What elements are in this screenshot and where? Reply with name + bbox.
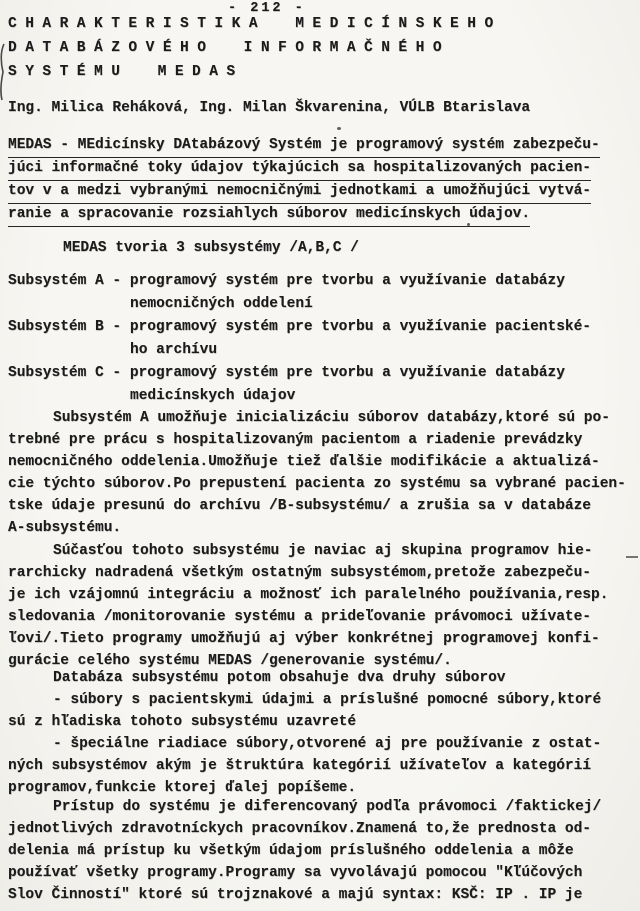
paragraph-line: Slov Činností" ktoré sú trojznakové a majú syntax: KSČ: IP . IP je: [8, 887, 583, 903]
paragraph-line: Subsystém A umožňuje inicializáciu súborov databázy,ktoré sú po-: [53, 410, 610, 426]
subsystem-b-line-2: ho archívu: [130, 342, 218, 358]
abstract-line-1: [8, 136, 636, 159]
title-line-3: SYSTÉMU MEDAS: [8, 64, 244, 80]
bullet-line: - súbory s pacientskymi údajmi a príslušné pomocné súbory,ktoré: [53, 692, 602, 708]
bullet-line: - špeciálne riadiace súbory,otvorené aj pre používanie z ostat-: [53, 736, 602, 752]
paragraph-line: je ich vzájomnú integráciu a možnosť ich paralelného používania,resp.: [8, 587, 609, 603]
paragraph-database: [8, 667, 636, 799]
paragraph-line: jednotlivých zdravotníckych pracovníkov.Znamená to,že prednosta od-: [8, 821, 591, 837]
paragraph-line: tske údaje presunú do archívu /B-subsystému/ a zrušia sa v databáze: [8, 498, 591, 514]
abstract-line-4-text: ranie a spracovanie rozsiahlych súborov medicínskych údajov.: [8, 205, 530, 227]
scan-artifact-dot: [337, 127, 341, 130]
paragraph-integration: [8, 540, 636, 672]
paragraph-line: používať všetky programy.Programy sa vyvolávajú pomocou "Kľúčových: [8, 865, 583, 881]
paragraph-line: Prístup do systému je diferencovaný podľa právomoci /faktickej/: [53, 799, 602, 815]
paragraph-line: rarchicky nadradená všetkým ostatným subsystémom,pretože zabezpeču-: [8, 565, 591, 581]
subsystem-c-line-1: Subsystém C - programový systém pre tvorbu a využívanie databázy: [8, 365, 565, 381]
subsystem-a-line-2: nemocničných oddelení: [130, 296, 313, 312]
document-title: [8, 12, 636, 84]
paragraph-access: [8, 796, 636, 906]
abstract-line-2-text: júci informačné toky údajov týkajúcich sa hospitalizovaných pacien-: [8, 159, 591, 181]
abstract-line-2: [8, 159, 636, 182]
paragraph-line: programov,funkcie ktorej ďalej popíšeme.: [8, 780, 357, 796]
abstract-line-3: [8, 182, 636, 205]
margin-mark: [0, 42, 8, 102]
subsystem-a-line-1: Subsystém A - programový systém pre tvorbu a využívanie databázy: [8, 273, 565, 289]
abstract: [8, 136, 636, 228]
paragraph-line: sledovania /monitorovanie systému a prideľovanie právomoci užívate-: [8, 609, 591, 625]
subsystem-b-line-1: Subsystém B - programový systém pre tvorbu a využívanie pacientské-: [8, 319, 591, 335]
subsystems-intro: [8, 237, 636, 260]
paragraph-line: ných subsystémov akým je štruktúra kategórií užívateľov a kategórií: [8, 758, 591, 774]
authors-block: [8, 97, 636, 120]
paragraph-line: ľovi/.Tieto programy umožňujú aj výber konkrétnej programovej konfi-: [8, 631, 600, 647]
paragraph-line: nemocničného oddelenia.Umožňuje tiež ďalšie modifikácie a aktualizá-: [8, 454, 600, 470]
title-line-2: DATABÁZOVÉHO INFORMAČNÉHO: [8, 40, 451, 56]
authors-line: Ing. Milica Reháková, Ing. Milan Škvarenina, VÚLB Btarislava: [8, 100, 531, 116]
subsystem-c-line-2: medicínskych údajov: [130, 388, 296, 404]
paragraph-line: trebné pre prácu s hospitalizovaným pacientom a riadenie prevádzky: [8, 432, 583, 448]
paragraph-subsystem-a: [8, 407, 636, 539]
title-line-1: CHARAKTERISTIKA MEDICÍNSKEHO: [8, 16, 502, 32]
subsystem-list: [8, 270, 636, 408]
paragraph-line: Súčasťou tohoto subsystému je naviac aj skupina programov hie-: [53, 543, 593, 559]
paragraph-line: gurácie celého systému MEDAS /generovanie systému/.: [8, 653, 452, 669]
page-number: - 212 -: [228, 1, 306, 16]
paragraph-line: A-subsystému.: [8, 520, 122, 536]
scan-artifact-dash: [626, 556, 638, 558]
abstract-line-4: [8, 205, 636, 228]
abstract-line-1-text: MEDAS - MEdicínsky DAtabázový Systém je programový systém zabezpeču-: [8, 136, 600, 158]
paragraph-line: cie týchto súborov.Po prepustení pacienta zo systému sa vybrané pacien-: [8, 476, 626, 492]
paragraph-line: delenia má prístup ku všetkým údajom príslušného oddelenia a môže: [8, 843, 574, 859]
subsystems-intro-line: MEDAS tvoria 3 subsystémy /A,B,C /: [63, 240, 359, 256]
abstract-line-3-text: tov v a medzi vybranými nemocničnými jednotkami a umožňujúci vytvá-: [8, 182, 591, 204]
paragraph-line: sú z hľadiska tohoto subsystému uzavreté: [8, 714, 357, 730]
paragraph-line: Databáza subsystému potom obsahuje dva druhy súborov: [53, 670, 506, 686]
scan-artifact-dot: [467, 223, 470, 226]
